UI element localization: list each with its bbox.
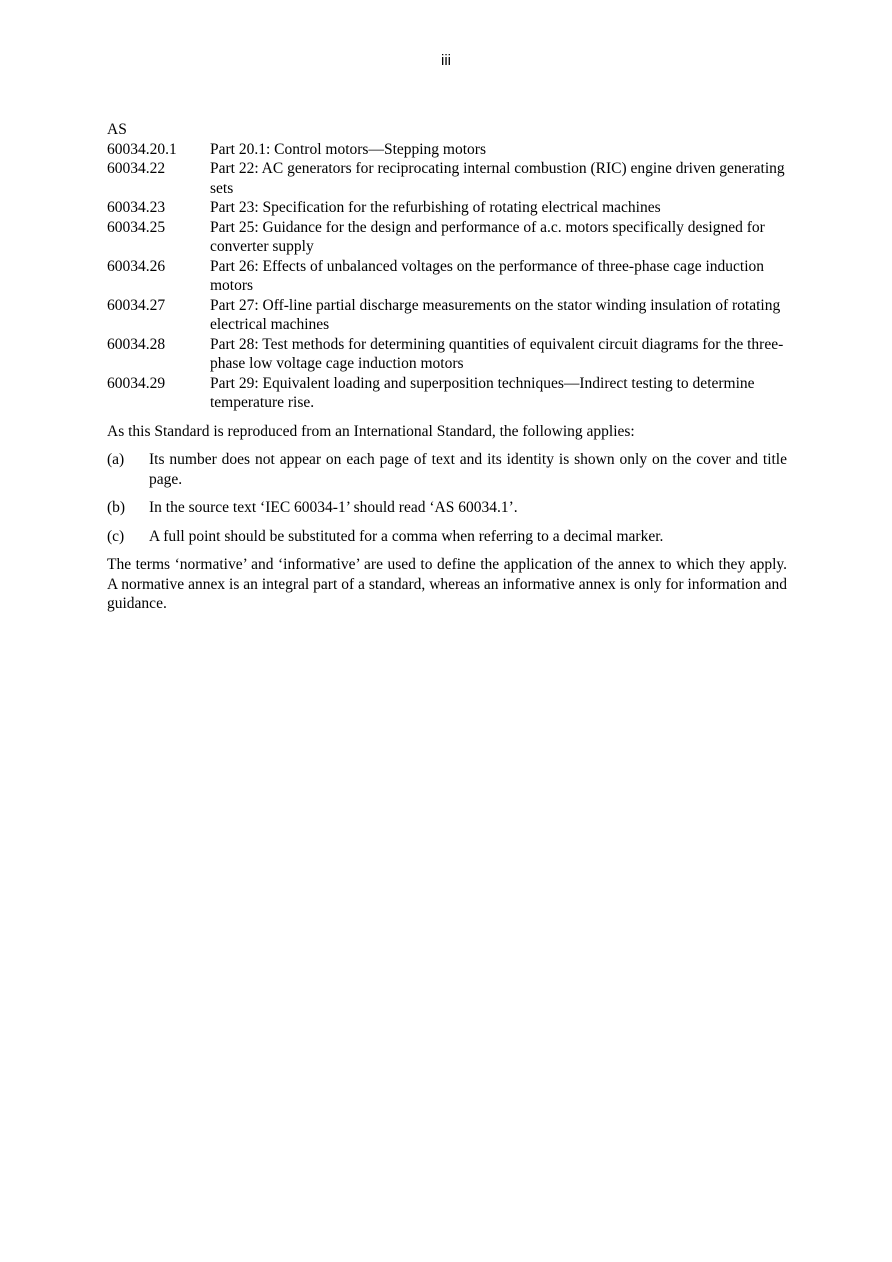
standards-list [107,140,787,413]
list-text: Its number does not appear on each page of text and its identity is shown only on the cover and title page. [149,451,787,488]
standard-title: Part 20.1: Control motors—Stepping motors [210,140,486,158]
list-item [107,159,787,198]
list-item [107,140,787,160]
list-item [107,296,787,335]
list-text: In the source text ‘IEC 60034-1’ should read ‘AS 60034.1’. [149,499,518,516]
standard-number: 60034.22 [107,160,166,177]
list-item [107,218,787,257]
standard-number: 60034.20.1 [107,140,177,158]
applies-list [107,450,787,546]
list-marker: (b) [107,499,126,516]
list-item [107,257,787,296]
intro-paragraph: As this Standard is reproduced from an International Standard, the following applies: [107,422,635,440]
list-item [107,498,787,518]
standard-number: 60034.27 [107,296,166,314]
standard-number: 60034.26 [107,257,166,275]
standard-title: Part 27: Off-line partial discharge measurements on the stator winding insulation of rotating electrical machines [210,296,781,333]
standard-number: 60034.28 [107,335,166,353]
document-body [107,120,787,614]
standard-title: Part 25: Guidance for the design and performance of a.c. motors specifically designed for converter supply [210,218,765,255]
list-item [107,450,787,489]
page-number: iii [441,52,451,69]
list-text: A full point should be substituted for a comma when referring to a decimal marker. [149,527,664,545]
list-marker: (c) [107,527,125,545]
standard-title: Part 28: Test methods for determining quantities of equivalent circuit diagrams for the three-phase low voltage cage induction motors [210,335,784,372]
list-item [107,198,787,218]
list-marker: (a) [107,451,125,468]
list-item [107,527,787,547]
standard-title: Part 29: Equivalent loading and superposition techniques—Indirect testing to determine temperature rise. [210,374,755,411]
list-item [107,335,787,374]
standard-number: 60034.25 [107,218,166,236]
closing-paragraph: The terms ‘normative’ and ‘informative’ are used to define the application of the annex to which they apply. A normative annex is an integral part of a standard, whereas an informative annex is only for information and guidance. [107,556,787,612]
list-item [107,374,787,413]
standard-number: 60034.29 [107,374,166,392]
standard-title: Part 26: Effects of unbalanced voltages on the performance of three-phase cage induction motors [210,257,765,294]
series-prefix: AS [107,121,127,138]
standard-number: 60034.23 [107,199,166,216]
standard-title: Part 23: Specification for the refurbishing of rotating electrical machines [210,199,661,216]
standard-title: Part 22: AC generators for reciprocating internal combustion (RIC) engine driven generating sets [210,160,785,197]
